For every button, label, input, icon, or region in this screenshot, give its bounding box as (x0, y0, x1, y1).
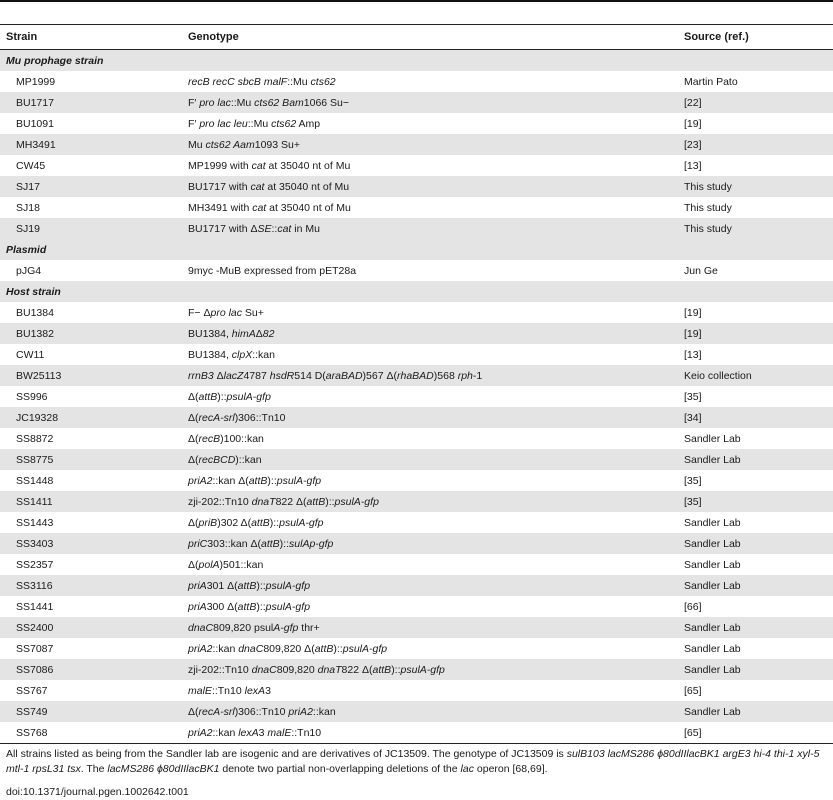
genotype-cell: priA301 Δ(attB)::psulA-gfp (188, 580, 311, 592)
table-row (0, 470, 833, 491)
source-cell: [19] (684, 328, 702, 340)
genotype-cell: BU1717 with cat at 35040 nt of Mu (188, 181, 350, 193)
table-row (0, 575, 833, 596)
strain-cell: SS2400 (16, 622, 54, 634)
section-label: Mu prophage strain (6, 55, 104, 67)
table-bottom-rule (0, 743, 833, 744)
strain-cell: BU1091 (16, 118, 54, 130)
strain-cell: SS7087 (16, 643, 54, 655)
table-row (0, 386, 833, 407)
table-row (0, 302, 833, 323)
genotype-cell: priA2::kan dnaC809,820 Δ(attB)::psulA-gfp (188, 643, 388, 655)
genotype-cell: Δ(recB)100::kan (188, 433, 264, 445)
strain-cell: SS3116 (16, 580, 53, 592)
strain-cell: SJ19 (16, 223, 40, 235)
genotype-cell: zji-202::Tn10 dnaC809,820 dnaT822 Δ(attB)::psulA-gfp (188, 664, 445, 676)
genotype-cell: priA2::kan lexA3 malE::Tn10 (188, 727, 322, 739)
strain-cell: SS2357 (16, 559, 54, 571)
table-doi: doi:10.1371/journal.pgen.1002642.t001 (6, 786, 189, 798)
table-footnote: All strains listed as being from the Sandler lab are isogenic and are derivatives of JC13509. The genotype of JC13509 is sulB103 lacMS286 ϕ80dIIlacBK1 argE3 hi-4 thi-1 xyl-5 mtl-1 rpsL31 tsx. The lacMS286 ϕ80dIIlacBK1 denote two partial non-overlapping deletions of the lac operon [68,69]. (6, 748, 820, 775)
genotype-cell: Δ(recA-srl)306::Tn10 (188, 412, 286, 424)
genotype-cell: Δ(recA-srl)306::Tn10 priA2::kan (188, 706, 336, 718)
table-row (0, 323, 833, 344)
table-row (0, 113, 833, 134)
source-cell: [22] (684, 97, 702, 109)
table-row (0, 533, 833, 554)
source-cell: [13] (684, 160, 702, 172)
strain-cell: SS1411 (16, 496, 53, 508)
genotype-cell: BU1717 with ΔSE::cat in Mu (188, 223, 320, 235)
table-row (0, 407, 833, 428)
source-cell: Sandler Lab (684, 559, 741, 571)
source-cell: [35] (684, 496, 702, 508)
genotype-cell: priC303::kan Δ(attB)::sulAp-gfp (188, 538, 334, 550)
table-row (0, 617, 833, 638)
source-cell: Sandler Lab (684, 433, 741, 445)
table-row (0, 554, 833, 575)
strain-cell: MP1999 (16, 76, 56, 88)
genotype-cell: BU1384, himAΔ82 (188, 328, 275, 340)
genotype-cell: Δ(priB)302 Δ(attB)::psulA-gfp (188, 517, 324, 529)
source-cell: Jun Ge (684, 265, 718, 277)
source-cell: Sandler Lab (684, 580, 741, 592)
source-cell: Sandler Lab (684, 454, 741, 466)
source-cell: [35] (684, 391, 702, 403)
source-cell: Sandler Lab (684, 517, 741, 529)
source-cell: [13] (684, 349, 702, 361)
table-row (0, 344, 833, 365)
genotype-cell: Δ(attB)::psulA-gfp (188, 391, 271, 403)
strain-cell: SS1441 (16, 601, 54, 613)
top-rule (0, 0, 833, 2)
table-row (0, 491, 833, 512)
genotype-cell: priA300 Δ(attB)::psulA-gfp (188, 601, 311, 613)
table-row (0, 701, 833, 722)
strain-cell: SS996 (16, 391, 48, 403)
strain-cell: SJ18 (16, 202, 40, 214)
table-row (0, 722, 833, 743)
source-cell: This study (684, 223, 732, 235)
table-row (0, 512, 833, 533)
strain-cell: pJG4 (16, 265, 42, 277)
genotype-cell: malE::Tn10 lexA3 (188, 685, 271, 697)
table-row (0, 365, 833, 386)
table-row (0, 134, 833, 155)
genotype-cell: F− Δpro lac Su+ (188, 307, 264, 319)
table-row (0, 71, 833, 92)
source-cell: [65] (684, 685, 702, 697)
genotype-cell: MP1999 with cat at 35040 nt of Mu (188, 160, 351, 172)
strain-cell: SS8775 (16, 454, 54, 466)
source-cell: [19] (684, 118, 702, 130)
source-cell: This study (684, 202, 732, 214)
table-header (0, 25, 833, 49)
strain-cell: SS3403 (16, 538, 54, 550)
genotype-cell: Δ(recBCD)::kan (188, 454, 262, 466)
genotype-cell: Mu cts62 Aam1093 Su+ (188, 139, 300, 151)
genotype-cell: F′ pro lac::Mu cts62 Bam1066 Su− (188, 97, 350, 109)
strain-cell: SJ17 (16, 181, 40, 193)
strain-cell: SS749 (16, 706, 48, 718)
table-row (0, 449, 833, 470)
table-row (0, 428, 833, 449)
strain-cell: SS8872 (16, 433, 54, 445)
genotype-cell: 9myc -MuB expressed from pET28a (188, 265, 357, 277)
genotype-cell: rrnB3 ΔlacZ4787 hsdR514 D(araBAD)567 Δ(rhaBAD)568 rph-1 (188, 370, 483, 382)
genotype-cell: MH3491 with cat at 35040 nt of Mu (188, 202, 351, 214)
strain-cell: SS7086 (16, 664, 54, 676)
table-row (0, 92, 833, 113)
table-row (0, 659, 833, 680)
source-cell: [19] (684, 307, 702, 319)
section-row (0, 281, 833, 302)
source-cell: Sandler Lab (684, 538, 741, 550)
table-row (0, 260, 833, 281)
source-cell: This study (684, 181, 732, 193)
source-cell: Sandler Lab (684, 643, 741, 655)
section-row (0, 50, 833, 71)
source-cell: Martin Pato (684, 76, 738, 88)
source-cell: [66] (684, 601, 702, 613)
table-row (0, 176, 833, 197)
genotype-cell: priA2::kan Δ(attB)::psulA-gfp (188, 475, 322, 487)
strain-cell: BU1384 (16, 307, 54, 319)
genotype-cell: zji-202::Tn10 dnaT822 Δ(attB)::psulA-gfp (188, 496, 379, 508)
strain-cell: BW25113 (16, 370, 62, 382)
header-strain: Strain (6, 31, 38, 43)
section-label: Plasmid (6, 244, 47, 256)
source-cell: Sandler Lab (684, 706, 741, 718)
strain-cell: CW11 (16, 349, 45, 361)
strain-cell: SS768 (16, 727, 48, 739)
header-genotype: Genotype (188, 31, 239, 43)
source-cell: [35] (684, 475, 702, 487)
genotype-cell: BU1384, clpX::kan (188, 349, 275, 361)
strain-cell: CW45 (16, 160, 46, 172)
source-cell: [65] (684, 727, 702, 739)
table-row (0, 197, 833, 218)
strain-cell: SS767 (16, 685, 48, 697)
section-label: Host strain (6, 286, 61, 298)
table-body (0, 50, 833, 743)
header-source: Source (ref.) (684, 31, 749, 43)
source-cell: Keio collection (684, 370, 752, 382)
strain-cell: SS1443 (16, 517, 54, 529)
source-cell: [34] (684, 412, 702, 424)
section-row (0, 239, 833, 260)
source-cell: Sandler Lab (684, 622, 741, 634)
table-row (0, 218, 833, 239)
table-row (0, 680, 833, 701)
genotype-cell: recB recC sbcB malF::Mu cts62 (188, 76, 336, 88)
table-row (0, 155, 833, 176)
genotype-cell: Δ(polA)501::kan (188, 559, 264, 571)
strain-cell: BU1717 (16, 97, 54, 109)
strain-cell: BU1382 (16, 328, 54, 340)
table-row (0, 596, 833, 617)
table-row (0, 638, 833, 659)
strain-cell: MH3491 (16, 139, 56, 151)
strain-cell: JC19328 (16, 412, 59, 424)
source-cell: Sandler Lab (684, 664, 741, 676)
source-cell: [23] (684, 139, 702, 151)
genotype-cell: dnaC809,820 psulA-gfp thr+ (188, 622, 320, 634)
genotype-cell: F′ pro lac leu::Mu cts62 Amp (188, 118, 321, 130)
strain-cell: SS1448 (16, 475, 54, 487)
